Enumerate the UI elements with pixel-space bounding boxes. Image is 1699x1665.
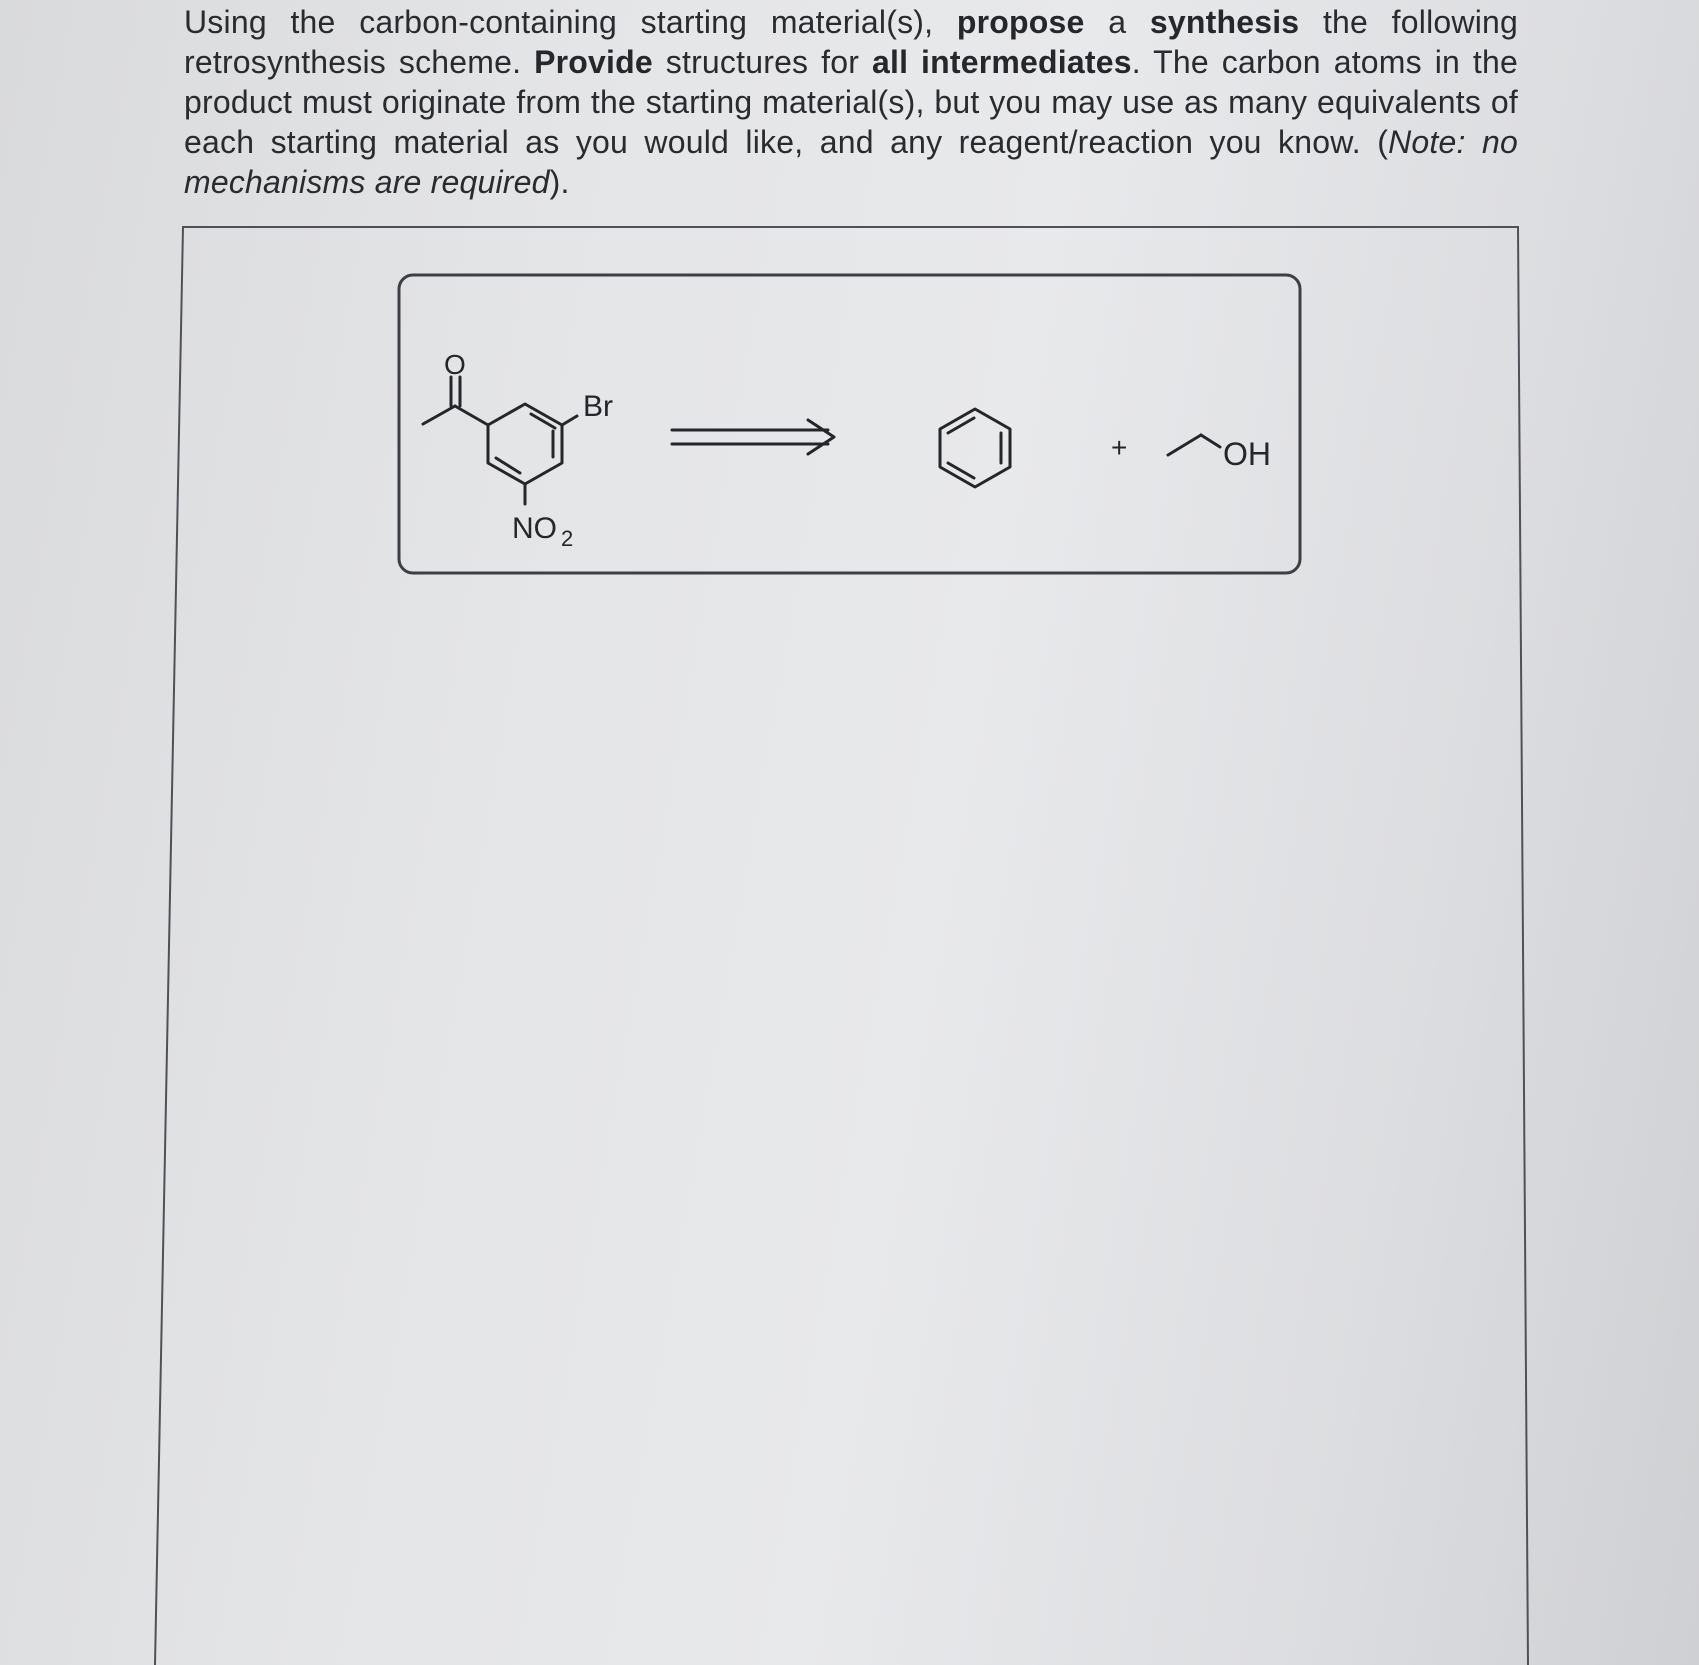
prompt-bold-provide: Provide: [534, 44, 653, 80]
benzene-structure: [940, 409, 1010, 487]
carbonyl-oxygen-label: O: [444, 349, 466, 380]
prompt-bold-all-intermediates: all intermediates: [871, 44, 1132, 80]
prompt-italic-note: Note: no mechanisms are required: [184, 124, 1518, 200]
nitro-subscript: 2: [561, 526, 574, 551]
prompt-bold-synthesis: synthesis: [1149, 4, 1300, 40]
prompt-text: the following retrosynthesis scheme.: [184, 4, 1518, 80]
nitro-label: NO: [512, 512, 557, 545]
prompt-text: Using the carbon-containing starting material(s),: [184, 4, 957, 40]
prompt-text: ).: [549, 164, 570, 200]
prompt-text: structures for: [652, 44, 872, 80]
bromo-label: Br: [583, 390, 613, 423]
plus-sign: +: [1111, 432, 1128, 463]
ethanol-structure: [1168, 435, 1220, 455]
retrosynthesis-arrow: [672, 420, 834, 454]
prompt-bold-propose: propose: [956, 4, 1085, 40]
hydroxyl-label: OH: [1223, 436, 1271, 472]
product-structure: [423, 377, 577, 504]
prompt-text: a: [1084, 4, 1150, 40]
prompt-text: . The carbon atoms in the product must originate from the starting material(s), but you may use as many equivalents of each starting material as you would like, and any reagent/reaction you know. (: [184, 44, 1518, 160]
